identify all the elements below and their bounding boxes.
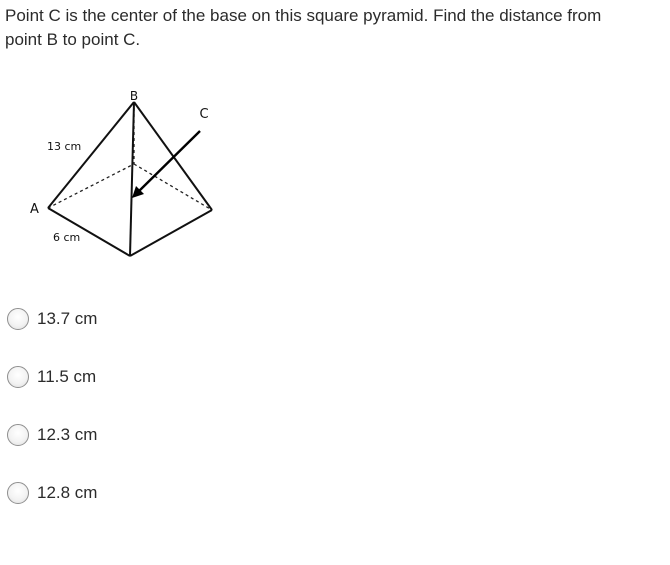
answer-option-1[interactable] [7, 306, 207, 332]
arrow-line-c [136, 131, 200, 194]
radio-button-icon[interactable] [7, 424, 29, 446]
radio-button-icon[interactable] [7, 366, 29, 388]
answer-option-2[interactable] [7, 364, 207, 390]
question-line-1: Point C is the center of the base on this square pyramid. Find the distance from [5, 6, 602, 25]
base-edge-front-right [130, 210, 212, 256]
pyramid-diagram [20, 86, 230, 266]
label-c: C [199, 107, 209, 122]
label-b: B [129, 89, 139, 103]
label-slant-height: 13 cm [47, 140, 82, 153]
radio-button-icon[interactable] [7, 482, 29, 504]
label-base-length: 6 cm [53, 231, 81, 244]
answer-option-4[interactable] [7, 480, 207, 506]
answer-option-label: 12.8 cm [37, 483, 98, 502]
answer-option-3[interactable] [7, 422, 207, 448]
answer-option-label: 12.3 cm [37, 425, 98, 444]
answer-option-label: 13.7 cm [37, 309, 98, 328]
radio-button-icon[interactable] [7, 308, 29, 330]
question-line-2: point B to point C. [5, 30, 141, 49]
edge-apex-front [130, 102, 134, 256]
hidden-edge-right [134, 164, 212, 210]
question-text [5, 4, 670, 52]
hidden-edge-left [48, 164, 134, 208]
answer-option-label: 11.5 cm [37, 367, 97, 386]
label-a: A [30, 202, 39, 217]
edge-apex-a [48, 102, 134, 208]
pyramid-figure [20, 86, 230, 266]
